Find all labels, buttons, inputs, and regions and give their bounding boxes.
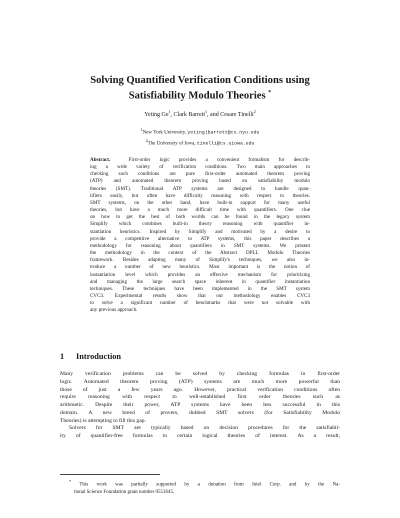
title-footnote-mark: *	[268, 90, 272, 96]
abstract	[90, 157, 310, 314]
section-title: Introduction	[76, 352, 122, 361]
abstract-line: CVC3. Experimental results show that our methodology enables CVC3	[90, 292, 310, 299]
abstract-line: the methodology in the context of the Abstract DPLL Modulo Theories	[90, 250, 310, 257]
abstract-line: tifiers easily, but often have difficulty reasoning with respect to theories.	[90, 192, 310, 199]
body-line: Theories) is attempting to fill this gap.	[60, 417, 146, 424]
abstract-line: techniques. These techniques have been implemented in the SMT system	[90, 285, 310, 292]
abstract-line: troduce a number of new heuristics. Most important is the notion of	[90, 264, 310, 271]
footnote	[60, 478, 340, 496]
footnote-line: tional Science Foundation grant number 0551645.	[74, 489, 175, 495]
footnote-divider	[60, 474, 160, 475]
affiliation-1: $^1$New York University, yeting|barrett@cs.nyu.edu	[140, 127, 260, 136]
abstract-line: Abstract. First-order logic provides a convenient formalism for describ-	[90, 157, 310, 163]
author-1: Yeting Ge	[144, 112, 169, 118]
affiliation-2: $^2$The University of Iowa, tinelli@cs.uiowa.edu	[145, 138, 255, 147]
abstract-line: stantiation heuristics. Inspired by Simplify and motivated by a desire to	[90, 228, 310, 235]
section-heading	[60, 352, 340, 361]
abstract-line: instantiation level which provides an effective mechanism for prioritizing	[90, 271, 310, 278]
abstract-line: SMT systems, on the other hand, have built-in support for many useful	[90, 199, 310, 206]
body-line: Many verification problems can be solved by checking formulas in first-order	[60, 371, 340, 377]
abstract-line: Simplify which combines built-in theory reasoning with quantifier in-	[90, 221, 310, 228]
affiliations	[60, 126, 340, 148]
email-1: yeting|barrett@cs.nyu.edu	[187, 130, 260, 136]
abstract-line: to solve a significant number of benchmarks that were not solvable with	[90, 300, 310, 307]
abstract-line: methodology for reasoning about quantifiers in SMT systems. We present	[90, 242, 310, 249]
abstract-line: checking such conditions are pure first-order automated theorem proving	[90, 171, 310, 178]
title-line-2: Satisfiability Modulo Theories *	[128, 90, 272, 102]
body-line: ity of quantifier-free formulas in certain logical theories of interest. As a result,	[60, 433, 340, 439]
section-number: 1	[60, 352, 65, 361]
author-2: Clark Barrett	[173, 112, 206, 118]
abstract-label: Abstract.	[90, 157, 111, 163]
body-line: logic. Automated theorem proving (ATP) systems are much more powerful than	[60, 378, 340, 385]
author-list: Yeting Ge$^1$, Clark Barrett$^1$, and Cesare Tinelli$^2$	[144, 109, 256, 118]
abstract-line: framework. Besides adapting many of Simplify's techniques, we also in-	[90, 257, 310, 264]
body-line: Solvers for SMT are typically based on decision procedures for the satisfiabil-	[69, 425, 340, 432]
email-2: tinelli@cs.uiowa.edu	[196, 141, 255, 147]
body-line: require reasoning with respect to well-established first order theories such as	[60, 394, 340, 401]
abstract-line: any previous approach.	[90, 307, 138, 314]
abstract-line: ing a wide variety of verification conditions. Two main approaches to	[90, 164, 310, 171]
author-3: and Cesare Tinelli	[210, 112, 254, 118]
abstract-line: on how to get the best of both worlds can be found in the legacy system	[90, 214, 310, 221]
footnote-line: * This work was partially supported by a donation from Intel Corp. and by the Na-	[69, 479, 340, 488]
body-text	[60, 371, 340, 441]
paper-title	[60, 74, 340, 103]
body-line: arithmetic. Despite their power, ATP systems have been less successful in this	[60, 402, 340, 408]
abstract-line: and managing the large search space inherent in quantifier instantiation	[90, 278, 310, 285]
abstract-line: (ATP) and automated theorem proving based on satisfiability modulo	[90, 178, 310, 185]
title-line-1: Solving Quantified Verification Conditions using	[90, 75, 310, 86]
abstract-line: theories (SMT). Traditional ATP systems are designed to handle quan-	[90, 185, 310, 192]
body-line: domain. A new breed of provers, dubbed SMT solvers (for Satisfiability Modulo	[60, 409, 340, 416]
abstract-line: theories, but have a much more difficult time with quantifiers. One clue	[90, 207, 310, 214]
body-line: those of just a few years ago. However, practical verification conditions often	[60, 386, 340, 393]
abstract-line: provide a competitive alternative to ATP systems, this paper describes a	[90, 235, 310, 242]
footnote-mark: *	[69, 479, 72, 484]
